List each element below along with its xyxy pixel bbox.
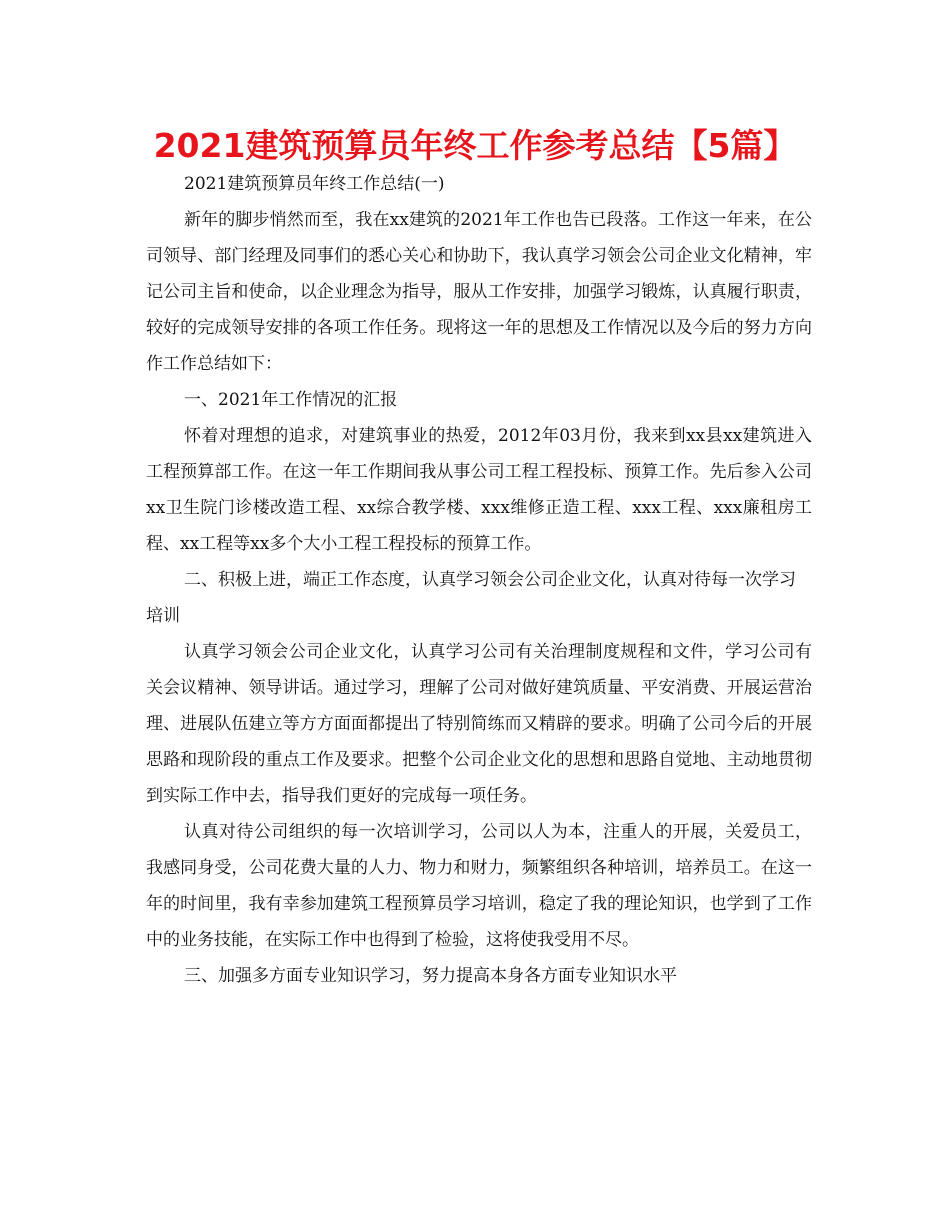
document-title: 2021建筑预算员年终工作参考总结【5篇】 (153, 126, 797, 165)
document-body (146, 166, 812, 994)
paragraph: 认真学习领会公司企业文化，认真学习公司有关治理制度规程和文件，学习公司有关会议精神、领导讲话。通过学习，理解了公司对做好建筑质量、平安消费、开展运营治理、进展队伍建立等方方面面都提出了特别简练而又精辟的要求。明确了公司今后的开展思路和现阶段的重点工作及要求。把整个公司企业文化的思想和思路自觉地、主动地贯彻到实际工作中去，指导我们更好的完成每一项任务。 (146, 642, 812, 806)
section-heading: 一、2021年工作情况的汇报 (184, 390, 398, 410)
section-subtitle: 2021建筑预算员年终工作总结(一) (184, 174, 445, 194)
paragraph: 怀着对理想的追求，对建筑事业的热爱，2012年03月份，我来到xx县xx建筑进入工程预算部工作。在这一年工作期间我从事公司工程工程投标、预算工作。先后参入公司xx卫生院门诊楼改造工程、xx综合教学楼、xxx维修正造工程、xxx工程、xxx廉租房工程、xx工程等xx多个大小工程工程投标的预算工作。 (146, 426, 812, 554)
paragraph: 认真对待公司组织的每一次培训学习，公司以人为本，注重人的开展，关爱员工，我感同身受，公司花费大量的人力、物力和财力，频繁组织各种培训，培养员工。在这一年的时间里，我有幸参加建筑工程预算员学习培训，稳定了我的理论知识，也学到了工作中的业务技能，在实际工作中也得到了检验，这将使我受用不尽。 (146, 822, 812, 950)
paragraph: 新年的脚步悄然而至，我在xx建筑的2021年工作也告已段落。工作这一年来，在公司领导、部门经理及同事们的悉心关心和协助下，我认真学习领会公司企业文化精神，牢记公司主旨和使命，以企业理念为指导，服从工作安排，加强学习锻炼，认真履行职责，较好的完成领导安排的各项工作任务。现将这一年的思想及工作情况以及今后的努力方向作工作总结如下： (146, 210, 812, 374)
section-heading: 三、加强多方面专业知识学习，努力提高本身各方面专业知识水平 (184, 966, 677, 986)
section-heading: 二、积极上进，端正工作态度，认真学习领会公司企业文化，认真对待每一次学习培训 (146, 570, 796, 626)
